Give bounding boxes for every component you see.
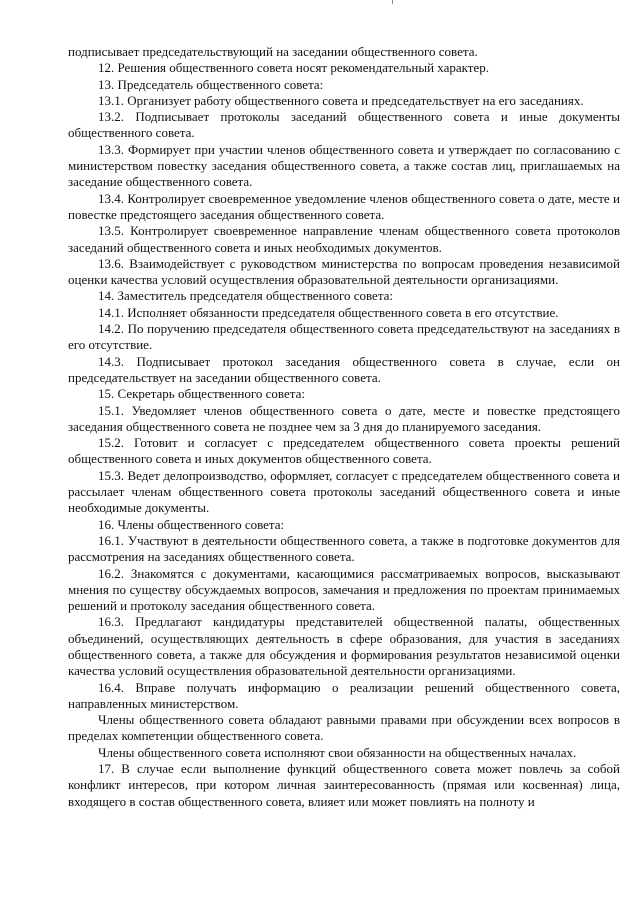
paragraph-13-1: 13.1. Организует работу общественного совета и председательствует на его заседаниях. (98, 92, 584, 108)
paragraph-16-1: 16.1. Участвуют в деятельности общественного совета, а также в подготовке документов для рассмотрения на заседаниях общественного совета. (68, 532, 620, 565)
paragraph-16-3: 16.3. Предлагают кандидатуры представителей общественной палаты, общественных объединений, осуществляющих деятельность в сфере образования, для участия в заседаниях общественного совета, а также для обсуждения и формирования результатов независимой оценки качества условий осуществления образовательной деятельности организациями. (68, 614, 620, 679)
paragraph-14-2: 14.2. По поручению председателя общественного совета председательствуют на заседаниях в его отсутствие. (68, 321, 620, 353)
document-page (68, 44, 620, 810)
paragraph-16-4: 16.4. Вправе получать информацию о реализации решений общественного совета, направленных министерством. (68, 679, 620, 711)
paragraph-13-4: 13.4. Контролирует своевременное уведомление членов общественного совета о дате, месте и повестке предстоящего заседания общественного совета. (68, 190, 620, 222)
paragraph-12: 12. Решения общественного совета носят рекомендательный характер. (98, 60, 490, 76)
paragraph-17: 17. В случае если выполнение функций общественного совета может повлечь за собой конфликт интересов, при котором личная заинтересованность (прямая или косвенная) лица, входящего в состав общественного совета, влияет или может повлиять на полноту и (68, 761, 620, 809)
paragraph-members-duties: Члены общественного совета исполняют свои обязанности на общественных началах. (98, 744, 577, 760)
paragraph-continuation: подписывает председательствующий на заседании общественного совета. (68, 44, 478, 59)
paragraph-16: 16. Члены общественного совета: (98, 516, 285, 532)
paragraph-13: 13. Председатель общественного совета: (98, 76, 324, 92)
paragraph-14-1: 14.1. Исполняет обязанности председателя общественного совета в его отсутствие. (98, 304, 559, 320)
paragraph-members-rights: Члены общественного совета обладают равными правами при обсуждении всех вопросов в пределах компетенции общественного совета. (68, 712, 620, 744)
paragraph-13-6: 13.6. Взаимодействует с руководством министерства по вопросам проведения независимой оценки качества условий осуществления образовательной деятельности организациями. (68, 255, 620, 288)
paragraph-15-2: 15.2. Готовит и согласует с председателем общественного совета проекты решений общественного совета и иных документов общественного совета. (68, 435, 620, 467)
paragraph-14: 14. Заместитель председателя общественного совета: (98, 288, 394, 304)
paragraph-13-2: 13.2. Подписывает протоколы заседаний общественного совета и иные документы общественного совета. (68, 109, 620, 141)
paragraph-16-2: 16.2. Знакомятся с документами, касающимися рассматриваемых вопросов, высказывают мнения по существу обсуждаемых вопросов, замечания и предложения по проектам принимаемых решений и протоколу заседания общественного совета. (68, 565, 620, 614)
paragraph-15: 15. Секретарь общественного совета: (98, 386, 305, 402)
paragraph-14-3: 14.3. Подписывает протокол заседания общественного совета в случае, если он председательствует на заседании общественного совета. (68, 353, 620, 385)
scan-edge-mark (392, 0, 393, 4)
paragraph-15-1: 15.1. Уведомляет членов общественного совета о дате, месте и повестке предстоящего заседания общественного совета не позднее чем за 3 дня до планируемого заседания. (68, 402, 620, 434)
paragraph-13-3: 13.3. Формирует при участии членов общественного совета и утверждает по согласованию с министерством повестку заседания общественного совета, а также состав лиц, приглашаемых на заседание общественного совета. (68, 141, 620, 190)
paragraph-15-3: 15.3. Ведет делопроизводство, оформляет, согласует с председателем общественного совета и рассылает членам общественного совета протоколы заседаний общественного совета и иные необходимые документы. (68, 467, 620, 516)
paragraph-13-5: 13.5. Контролирует своевременное направление членам общественного совета протоколов заседаний общественного совета и иных необходимых документов. (68, 223, 620, 255)
